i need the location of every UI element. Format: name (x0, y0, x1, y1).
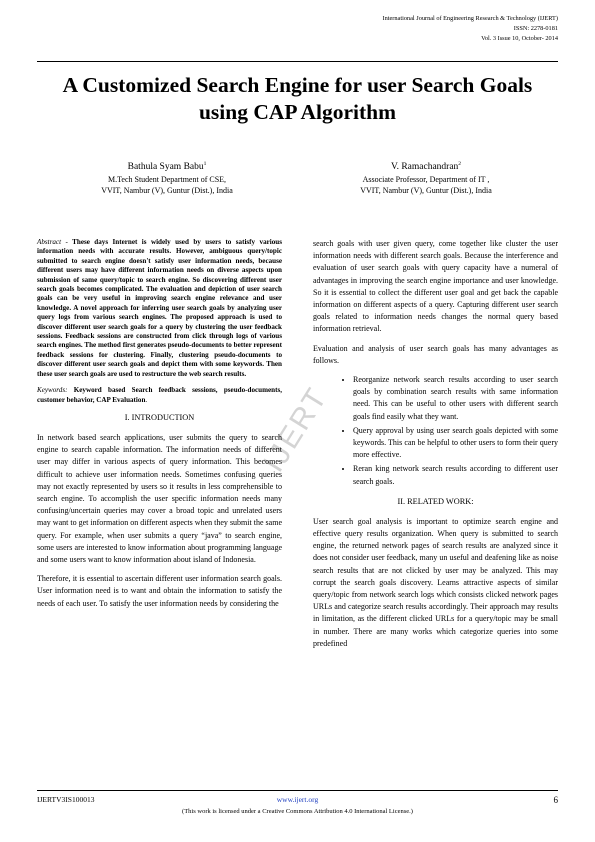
journal-header (383, 14, 559, 44)
author-1-sup: 1 (203, 160, 207, 167)
author-1-name-line (52, 161, 282, 174)
paper-title: A Customized Search Engine for user Search Goals using CAP Algorithm (62, 73, 533, 124)
abstract-text: These days Internet is widely used by users to satisfy various information needs with accurate results. However, ambiguous query/topic submitted to search engine doesn't satisfy user information needs, because different users may have different information needs on diverse aspects upon submission of same query/topic to search engine. So discovering different user search goals becomes complicated. The evaluation and depiction of user search goals can be very useful in improving search engine relevance and user knowledge. A novel approach for inferring user search goals by analyzing user query logs from various search engines. The proposed approach is used to discover different user search goals for a query by clustering the user feedback sessions. Feedback sessions are constructed from click through logs of various search engines. The method first generates pseudo-documents to better represent feedback sessions for clustering. Finally, clustering pseudo-documents to discover different user search goals and depict them with some keywords. Then these user search goals are used to restructure the web search results. (37, 238, 282, 378)
keywords-label: Keywords: (37, 386, 68, 395)
footer-site-link[interactable]: www.ijert.org (276, 795, 319, 804)
intro-heading: I. INTRODUCTION (124, 412, 195, 422)
right-column (313, 238, 558, 657)
journal-name: International Journal of Engineering Research & Technology (IJERT) (382, 15, 558, 22)
author-2-sup: 2 (458, 160, 462, 167)
author-2-name-line (311, 161, 541, 174)
related-paragraph-1: User search goal analysis is important to optimize search engine and effective query results organization. When query is submitted to search engine, the returned network pages of search results are analyzed since it does not consider user feedback, many un useful and deafening like as noise search results that are not clicked by user may be analyzed. This may corrupt the search goals discovery. Learns attractive aspects of similar query/topic from network search logs which consists clicked network pages URLs and categorize search results accordingly. Their approach may results in limitation, as the different clicked URLs for a query/topic may be small in number. There are many works which categorize queries into some predefined (313, 516, 558, 648)
author-2-location: VVIT, Nambur (V), Guntur (Dist.), India (360, 186, 492, 195)
related-work-heading: II. RELATED WORK: (397, 496, 474, 506)
right-paragraph-2: Evaluation and analysis of user search goals has many advantages as follows. (313, 343, 558, 365)
footer-paper-id: IJERTV3IS100013 (37, 795, 95, 804)
right-paragraph-1: search goals with user given query, come together like cluster the user information needs with different search goals. Because the interference and evaluation of user search goals with query capacity have a numeral of advantages in improving the search engine importance and user knowledge. So it is essential to collect the different user goal and get back the capable information on different aspects of a query. Capturing different user search goals related to information needs changes the normal query based information retrieval. (313, 239, 558, 334)
list-item: • Reran king network search results according to different user search goals. (353, 463, 558, 487)
advantages-list (313, 374, 558, 488)
footer-rule (37, 790, 558, 791)
author-2-affiliation: Associate Professor, Department of IT , (362, 175, 490, 184)
header-rule (37, 61, 558, 62)
journal-volume: Vol. 3 Issue 10, October- 2014 (481, 35, 558, 42)
footer-license: (This work is licensed under a Creative Commons Attribution 4.0 International License.) (182, 808, 413, 815)
author-1-name: Bathula Syam Babu (127, 162, 204, 172)
page-number: 6 (553, 795, 558, 805)
list-item: • Query approval by using user search goals depicted with some keywords. This can be helpful to other users to form their query more effective. (353, 425, 558, 462)
author-2-name: V. Ramachandran (390, 162, 459, 172)
author-1-affiliation: M.Tech Student Department of CSE, (107, 175, 227, 184)
intro-paragraph-2: Therefore, it is essential to ascertain different user information search goals. User information need is to want and obtain the information to satisfy the needs of each user. To satisfy the user information needs by considering the (37, 574, 282, 608)
left-column (37, 238, 282, 617)
watermark: IJERT (256, 381, 335, 478)
keywords-end: . (145, 395, 148, 404)
author-2 (311, 161, 541, 196)
abstract-label: Abstract - (37, 238, 68, 246)
author-1 (52, 161, 282, 196)
keywords (37, 386, 282, 405)
author-1-location: VVIT, Nambur (V), Guntur (Dist.), India (101, 186, 233, 195)
journal-issn: ISSN: 2278-0181 (513, 25, 558, 32)
list-item: • Reorganize network search results according to user search goals by combination search results with same information need. This can be useful to other users with different search goals find easily what they want. (353, 374, 558, 423)
keywords-text: Keyword based Search feedback sessions, pseudo-documents, customer behavior, CAP Evaluation (37, 386, 282, 404)
abstract (37, 238, 282, 379)
intro-paragraph-1: In network based search applications, user submits the query to search engine to search capable information. The information needs of different user may differ in various aspects of query information. This becomes difficult to achieve user information needs. Sometimes confusing queries may not exactly represented by users so it results in less comprehensible to search engine. To accomplish the user specific information needs many confusing/uncertain queries may cover a broad topic and unrelated users may want to get information on different aspects when they submit the same query. For example, when user submits a query “java” to search engine, some users are interested to know information about programming language and some users want to know information about island of Indonesia. (37, 432, 282, 564)
